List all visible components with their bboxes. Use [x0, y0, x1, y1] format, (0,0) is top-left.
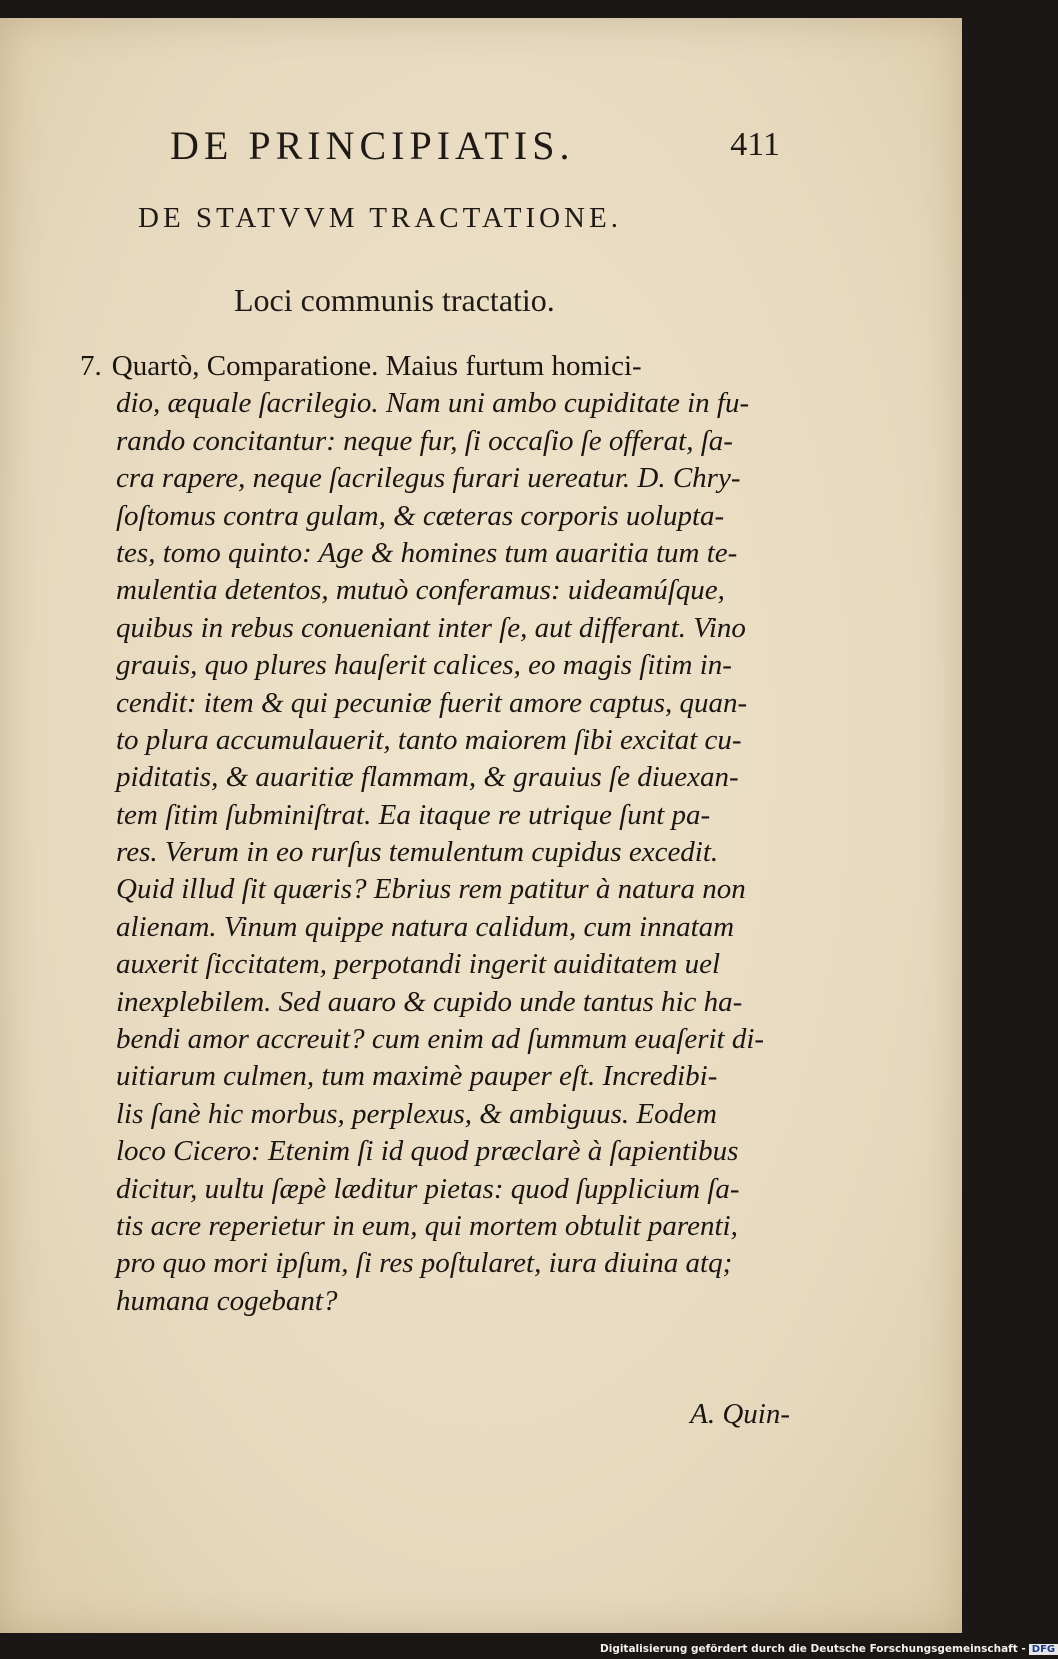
- body-line: quibus in rebus conueniant inter ſe, aut differant. Vino: [116, 611, 746, 644]
- body-line: rando concitantur: neque fur, ſi occaſio ſe offerat, ſa-: [116, 424, 733, 457]
- body-text: [80, 348, 800, 1320]
- body-line: dio, æquale ſacrilegio. Nam uni ambo cupiditate in fu-: [116, 387, 750, 420]
- marginal-number: 7.: [80, 350, 102, 382]
- body-line: tes, tomo quinto: Age & homines tum auaritia tum te-: [116, 536, 738, 569]
- body-line: mulentia detentos, mutuò conferamus: uideamúſque,: [116, 574, 725, 607]
- body-line: bendi amor accreuit? cum enim ad ſummum euaſerit di-: [116, 1023, 765, 1056]
- body-line: alienam. Vinum quippe natura calidum, cum innatam: [116, 910, 735, 943]
- body-line: res. Verum in eo rurſus temulentum cupidus excedit.: [116, 836, 719, 869]
- body-line: uitiarum culmen, tum maximè pauper eſt. Incredibi-: [116, 1060, 718, 1093]
- footer-text: Digitalisierung gefördert durch die Deutsche Forschungsgemeinschaft -: [600, 1643, 1026, 1655]
- body-line: dicitur, uultu ſæpè læditur pietas: quod ſupplicium ſa-: [116, 1172, 740, 1205]
- body-line: lis ſanè hic morbus, perplexus, & ambiguus. Eodem: [116, 1097, 717, 1130]
- body-line: auxerit ſiccitatem, perpotandi ingerit auiditatem uel: [116, 948, 721, 981]
- page-number: 411: [730, 126, 780, 163]
- body-line: tis acre reperietur in eum, qui mortem obtulit parenti,: [116, 1209, 738, 1242]
- body-line: inexplebilem. Sed auaro & cupido unde tantus hic ha-: [116, 985, 743, 1018]
- catchword: A. Quin-: [690, 1398, 790, 1430]
- body-line: humana cogebant?: [116, 1284, 338, 1317]
- body-line: tem ſitim ſubminiſtrat. Ea itaque re utrique ſunt pa-: [116, 798, 711, 831]
- body-line: loco Cicero: Etenim ſi id quod præclarè à ſapientibus: [116, 1135, 739, 1168]
- body-line: Quid illud ſit quæris? Ebrius rem patitur à natura non: [116, 873, 746, 906]
- body-line: [80, 348, 800, 385]
- body-line: to plura accumulauerit, tanto maiorem ſibi excitat cu-: [116, 723, 742, 756]
- running-head: [170, 122, 780, 172]
- running-head-title: DE PRINCIPIATIS.: [170, 123, 575, 168]
- footer-credit: [600, 1643, 1056, 1659]
- section-title: DE STATVVM TRACTATIONE.: [138, 202, 622, 234]
- body-line: cra rapere, neque ſacrilegus furari uereatur. D. Chry-: [116, 462, 741, 495]
- dfg-logo: DFG: [1029, 1644, 1058, 1655]
- body-line: grauis, quo plures hauſerit calices, eo magis ſitim in-: [116, 649, 732, 682]
- body-line: cendit: item & qui pecuniæ fuerit amore captus, quan-: [116, 686, 748, 719]
- body-line: pro quo mori ipſum, ſi res poſtularet, iura diuina atq;: [116, 1247, 733, 1280]
- body-line: piditatis, & auaritiæ flammam, & grauius ſe diuexan-: [116, 761, 739, 794]
- body-line: ſoſtomus contra gulam, & cæteras corporis uolupta-: [116, 499, 725, 532]
- subtitle: Loci communis tractatio.: [234, 282, 555, 318]
- body-line-text: Quartò, Comparatione. Maius furtum homici-: [111, 350, 642, 382]
